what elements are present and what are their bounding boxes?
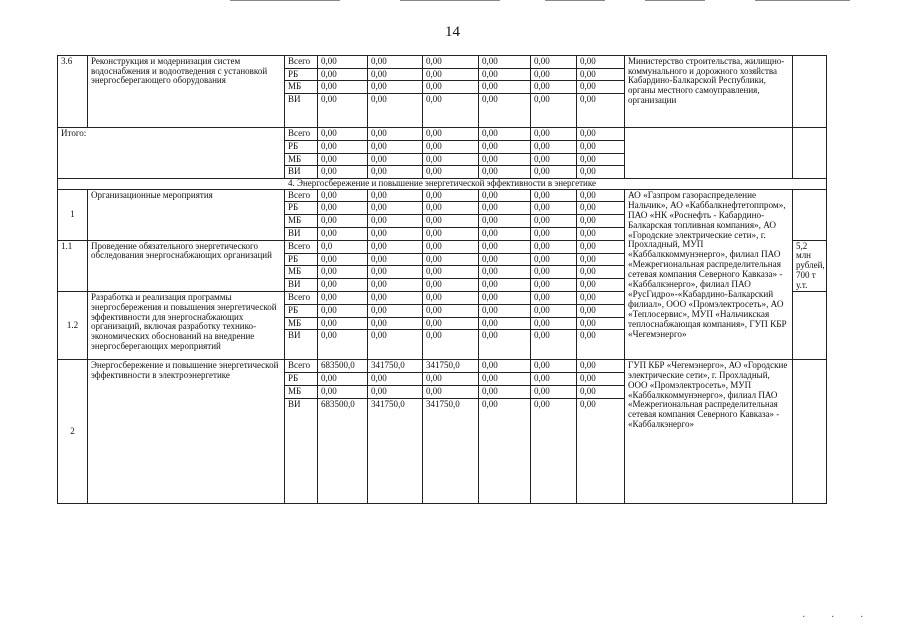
table-cell: МБ (285, 317, 318, 330)
table-cell: 0,00 (368, 202, 423, 215)
table-row (58, 189, 827, 202)
table-cell: 0,00 (423, 166, 479, 179)
table-cell: 0,00 (423, 94, 479, 128)
table-cell: 0,00 (531, 360, 577, 373)
table-cell: 0,00 (423, 128, 479, 141)
table-cell: МБ (285, 153, 318, 166)
table-cell: Всего (285, 128, 318, 141)
table-cell: 0,00 (318, 304, 368, 317)
table-cell: 0,00 (479, 227, 531, 240)
table-cell: 0,00 (368, 56, 423, 69)
table-row (58, 56, 827, 69)
page-number: 14 (445, 24, 460, 40)
table-cell: 0,00 (318, 128, 368, 141)
table-cell: 0,00 (577, 304, 625, 317)
table-cell: РБ (285, 253, 318, 266)
table-cell: 0,00 (531, 373, 577, 386)
table-cell: МБ (285, 81, 318, 94)
table-cell: 0,00 (577, 68, 625, 81)
table-cell: 0,00 (423, 330, 479, 360)
table-cell: 0,00 (577, 373, 625, 386)
header-rule (545, 0, 605, 1)
table-cell: 0,00 (368, 166, 423, 179)
result-cell: 5,2 млн рублей, 700 т у.т. (793, 240, 827, 292)
table-cell: 0,00 (318, 140, 368, 153)
table-cell: 0,00 (318, 94, 368, 128)
header-rule (230, 0, 340, 1)
table-cell: 0,00 (368, 128, 423, 141)
table-cell: 0,00 (531, 385, 577, 398)
table-cell: 0,00 (531, 128, 577, 141)
table-cell: 0,00 (531, 227, 577, 240)
table-cell: МБ (285, 385, 318, 398)
table-cell: 0,00 (318, 56, 368, 69)
total-label: Итого: (58, 128, 285, 179)
table-cell: РБ (285, 140, 318, 153)
measure-name: Разработка и реализация программы энергосбережения и повышения энергетической эффективности для энергоснабжающих организаций, включая разработку технико-экономических обоснований на внедрение энергосберегающих мероприятий (88, 292, 285, 360)
table-cell: 0,00 (318, 373, 368, 386)
table-cell: 0,00 (531, 189, 577, 202)
table-cell: 0,00 (423, 240, 479, 253)
table-cell: 0,00 (577, 202, 625, 215)
executor-cell: АО «Газпром газораспределение Нальчик», АО «Каббалкнефтетоппром», ПАО «НК «Роснефть - Кабардино-Балкарская топливная компания», АО «Городские электрические сети», г. Прохладный, МУП «Каббалккоммунэнерго», филиал ПАО «Межрегиональная распределительная сетевая компания Северного Кавказа» - «Каббалкэнерго», филиал ПАО «РусГидро»-«Кабардино-Балкарский филиал», ООО «Промэлектросеть», АО «Теплосервис», МУП «Нальчикская теплоснабжающая компания», ГУП КБР «Чегемэнерго» (625, 189, 793, 360)
table-cell: 0,00 (423, 227, 479, 240)
table-cell: 0,00 (531, 140, 577, 153)
table-cell: 0,00 (423, 317, 479, 330)
table-cell: 0,00 (368, 266, 423, 279)
row-number: 1.2 (58, 292, 88, 360)
table-cell: 0,00 (531, 253, 577, 266)
table-cell: 0,00 (479, 398, 531, 503)
table-cell: 0,00 (479, 94, 531, 128)
measure-name: Организационные мероприятия (88, 189, 285, 240)
table-cell: 0,00 (577, 266, 625, 279)
table-cell: Всего (285, 292, 318, 305)
table-cell: 0,00 (531, 304, 577, 317)
table-cell: 0,00 (368, 385, 423, 398)
table-cell: ВИ (285, 166, 318, 179)
table-cell: 0,00 (318, 317, 368, 330)
result-cell (793, 360, 827, 503)
table-row (58, 179, 827, 190)
table-cell: 0,00 (479, 202, 531, 215)
table-cell: 0,00 (577, 94, 625, 128)
table-cell: 0,00 (531, 68, 577, 81)
table-cell: 0,00 (531, 202, 577, 215)
header-rule (755, 0, 850, 1)
table-cell: 341750,0 (423, 360, 479, 373)
table-cell: 683500,0 (318, 360, 368, 373)
table-cell: 0,00 (531, 94, 577, 128)
table-cell: 0,00 (531, 266, 577, 279)
table-cell: 0,00 (577, 253, 625, 266)
table-cell: 0,00 (368, 189, 423, 202)
table-cell: 0,00 (577, 215, 625, 228)
section-title: 4. Энергосбережение и повышение энергетической эффективности в энергетике (58, 179, 827, 190)
table-cell: 0,00 (368, 94, 423, 128)
table-cell: 0,00 (479, 240, 531, 253)
table-cell: 0,00 (531, 215, 577, 228)
table-cell: 0,00 (318, 253, 368, 266)
table-cell: 0,00 (531, 317, 577, 330)
table-cell: ВИ (285, 94, 318, 128)
table-cell: 0,00 (479, 68, 531, 81)
table-cell: Всего (285, 56, 318, 69)
table-cell: 0,00 (318, 68, 368, 81)
table-cell: 0,00 (368, 153, 423, 166)
measure-name: Реконструкция и модернизация систем водоснабжения и водоотведения с установкой энергосберегающего оборудования (88, 56, 285, 128)
table-row (58, 128, 827, 141)
table-cell: 0,00 (577, 360, 625, 373)
executor-cell: ГУП КБР «Чегемэнерго», АО «Городские электрические сети», г. Прохладный, ООО «Промэлектросеть», МУП «Каббалккоммунэнерго», филиал ПАО «Межрегиональная распределительная сетевая компания Северного Кавказа» - «Каббалкэнерго» (625, 360, 793, 503)
table-cell: 0,00 (423, 373, 479, 386)
result-cell (793, 56, 827, 128)
table-cell: 0,00 (531, 330, 577, 360)
table-row (58, 360, 827, 373)
table-cell: 0,00 (479, 253, 531, 266)
table-cell: 0,00 (423, 81, 479, 94)
table-cell: 0,00 (531, 292, 577, 305)
table-cell: 0,00 (368, 215, 423, 228)
table-cell: 0,00 (531, 166, 577, 179)
table-cell: 0,00 (479, 360, 531, 373)
table-cell: 0,00 (318, 266, 368, 279)
table-cell: 0,00 (423, 202, 479, 215)
table-cell: 0,00 (531, 240, 577, 253)
table-cell: 0,00 (479, 56, 531, 69)
table-cell: 0,00 (318, 81, 368, 94)
table-cell: 0,00 (479, 81, 531, 94)
table-cell: 0,00 (423, 140, 479, 153)
table-cell: 0,00 (577, 227, 625, 240)
table-cell: 0,00 (318, 153, 368, 166)
table-cell: 0,00 (577, 385, 625, 398)
row-number: 1.1 (58, 240, 88, 292)
table-cell: ВИ (285, 398, 318, 503)
table-cell: 0,00 (423, 56, 479, 69)
table-cell: 0,00 (318, 227, 368, 240)
table-cell: 0,00 (531, 81, 577, 94)
table-cell: 0,00 (479, 292, 531, 305)
table-cell: 0,00 (368, 81, 423, 94)
table-cell: ВИ (285, 227, 318, 240)
executor-cell: Министерство строительства, жилищно-коммунального и дорожного хозяйства Кабардино-Балкарской Республики, органы местного самоуправления, организации (625, 56, 793, 128)
table-cell: РБ (285, 304, 318, 317)
table-cell: 0,00 (531, 279, 577, 292)
table-cell: 0,00 (479, 330, 531, 360)
table-cell: 0,00 (368, 253, 423, 266)
table-cell: 0,00 (318, 202, 368, 215)
row-number: 3.6 (58, 56, 88, 128)
result-cell (793, 292, 827, 360)
table-cell: 0,00 (531, 56, 577, 69)
measure-name: Энергосбережение и повышение энергетической эффективности в электроэнергетике (88, 360, 285, 503)
table-cell: 0,00 (479, 140, 531, 153)
table-cell: 0,00 (577, 292, 625, 305)
result-cell (793, 189, 827, 240)
table-cell: 0,00 (368, 227, 423, 240)
table-cell: 0,00 (577, 81, 625, 94)
table-cell: 0,00 (423, 266, 479, 279)
table-cell: 0,00 (368, 279, 423, 292)
table-cell: 0,00 (479, 279, 531, 292)
table-cell: 0,00 (479, 385, 531, 398)
scan-marks: . . . (802, 609, 875, 620)
table-cell: 0,00 (577, 330, 625, 360)
table-cell: 0,00 (368, 317, 423, 330)
table-cell: 0,00 (479, 128, 531, 141)
table-cell: 0,00 (368, 304, 423, 317)
table-cell: РБ (285, 373, 318, 386)
table-cell: 0,00 (479, 304, 531, 317)
table-cell: 0,00 (479, 189, 531, 202)
table-cell: 0,00 (577, 166, 625, 179)
table-cell: 0,0 (318, 240, 368, 253)
table-cell: 0,00 (423, 215, 479, 228)
header-rule (645, 0, 705, 1)
table-cell: 0,00 (318, 330, 368, 360)
table-cell: 0,00 (479, 373, 531, 386)
table-cell: 0,00 (479, 153, 531, 166)
table-cell: 0,00 (423, 304, 479, 317)
table-cell: 0,00 (318, 385, 368, 398)
program-table (57, 55, 827, 504)
table-cell: Всего (285, 360, 318, 373)
row-number: 2 (58, 360, 88, 503)
table-cell: 0,00 (479, 166, 531, 179)
table-cell: ВИ (285, 330, 318, 360)
table-cell: 0,00 (479, 317, 531, 330)
table-cell: 341750,0 (423, 398, 479, 503)
table-cell: 0,00 (318, 215, 368, 228)
table-cell: Всего (285, 189, 318, 202)
table-cell: 0,00 (423, 385, 479, 398)
table-cell: 0,00 (577, 56, 625, 69)
table-cell: 0,00 (577, 140, 625, 153)
table-cell: 0,00 (577, 240, 625, 253)
table-cell: 0,00 (531, 153, 577, 166)
table-cell: 0,00 (318, 279, 368, 292)
table-cell: 0,00 (368, 140, 423, 153)
table-cell: 0,00 (423, 153, 479, 166)
table-cell: 0,00 (368, 330, 423, 360)
table-cell: 0,00 (423, 253, 479, 266)
table-cell: 0,00 (318, 166, 368, 179)
table-cell: 0,00 (318, 292, 368, 305)
measure-name: Проведение обязательного энергетического обследования энергоснабжающих организаций (88, 240, 285, 292)
table-cell: 0,00 (368, 373, 423, 386)
row-number: 1 (58, 189, 88, 240)
table-cell: Всего (285, 240, 318, 253)
table-cell: 0,00 (368, 68, 423, 81)
table-cell: 0,00 (577, 279, 625, 292)
table-cell: 0,00 (423, 68, 479, 81)
table-cell: 0,00 (577, 398, 625, 503)
table-cell: 0,00 (368, 240, 423, 253)
table-cell: РБ (285, 202, 318, 215)
table-cell: МБ (285, 215, 318, 228)
table-cell: 0,00 (577, 189, 625, 202)
table-cell: 683500,0 (318, 398, 368, 503)
table-cell: 0,00 (577, 153, 625, 166)
table-cell: 0,00 (318, 189, 368, 202)
table-cell: 0,00 (368, 292, 423, 305)
table-cell: 341750,0 (368, 398, 423, 503)
table-cell: 0,00 (423, 279, 479, 292)
table-cell: 0,00 (577, 128, 625, 141)
table-cell: 0,00 (531, 398, 577, 503)
result-cell (793, 128, 827, 179)
table-cell: 0,00 (479, 266, 531, 279)
table-cell: 0,00 (577, 317, 625, 330)
executor-cell (625, 128, 793, 179)
table-cell: РБ (285, 68, 318, 81)
table-cell: 0,00 (479, 215, 531, 228)
table-cell: ВИ (285, 279, 318, 292)
table-cell: 0,00 (423, 292, 479, 305)
table-cell: 0,00 (423, 189, 479, 202)
header-rule (400, 0, 500, 1)
table-cell: 341750,0 (368, 360, 423, 373)
table-cell: МБ (285, 266, 318, 279)
